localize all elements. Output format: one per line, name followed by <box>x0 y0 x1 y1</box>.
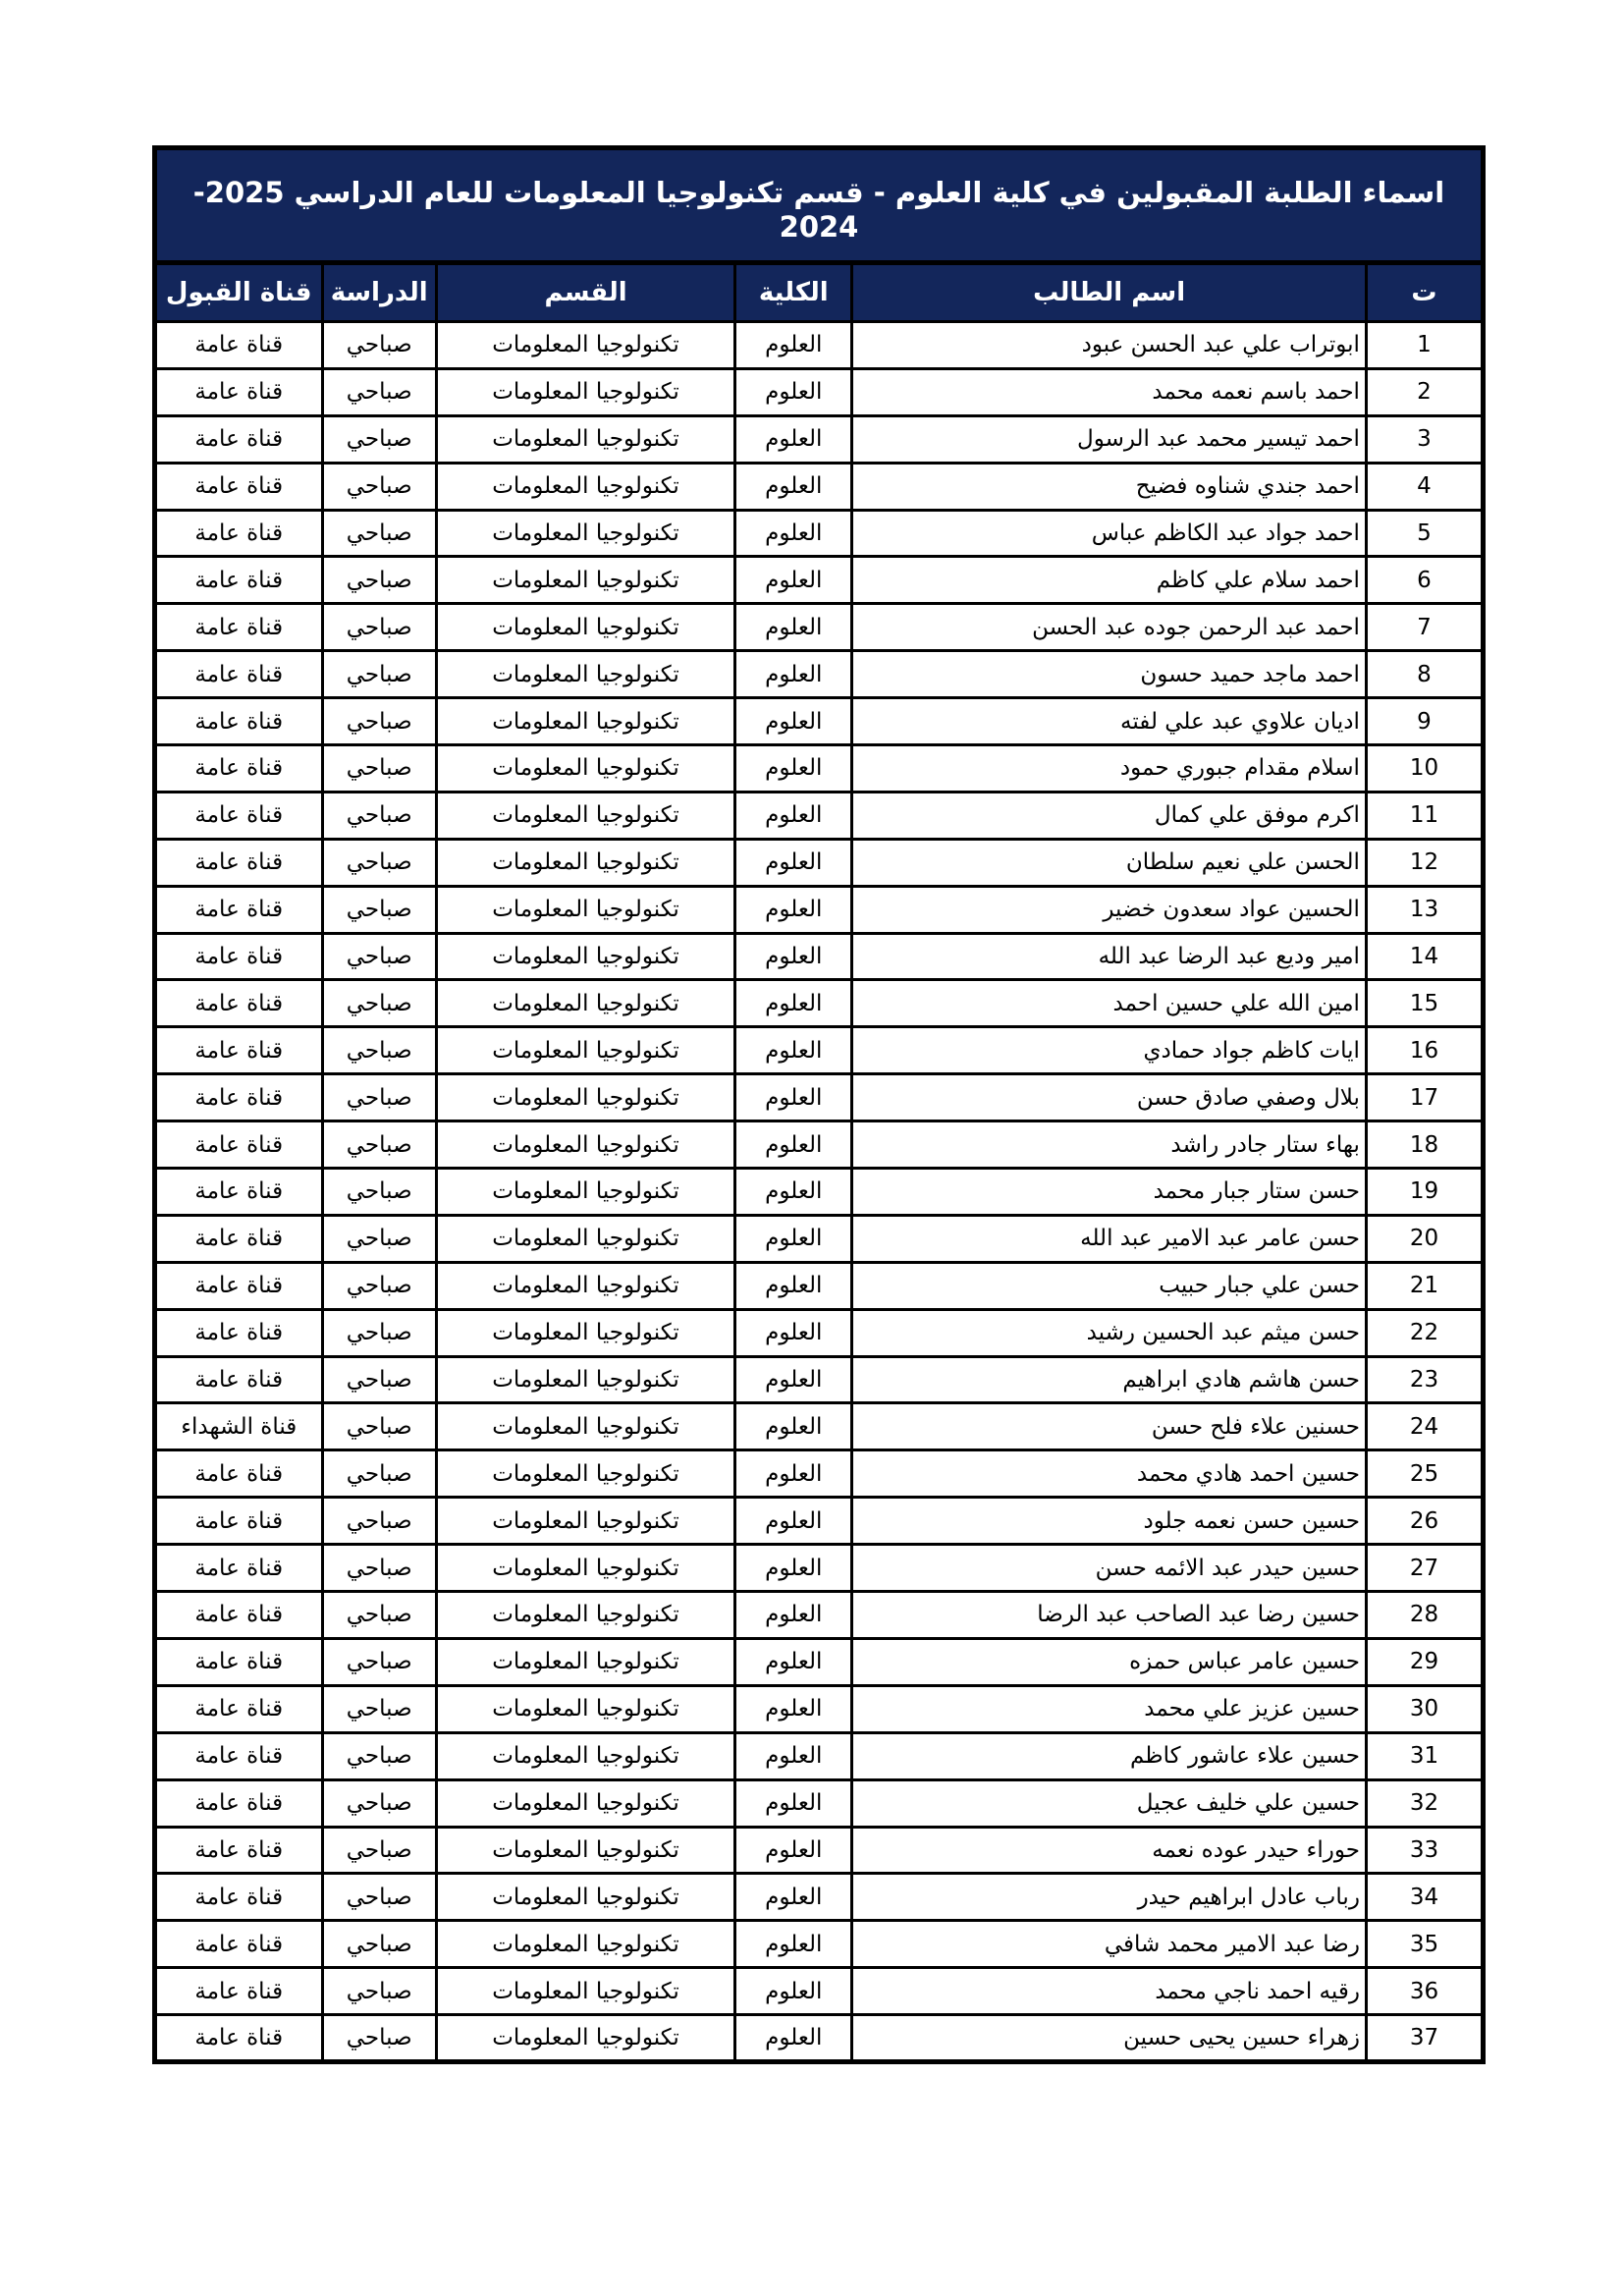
cell-dept: تكنولوجيا المعلومات <box>436 1921 734 1968</box>
cell-name: احمد باسم نعمه محمد <box>852 368 1367 415</box>
cell-college: العلوم <box>735 322 852 369</box>
cell-dept: تكنولوجيا المعلومات <box>436 1498 734 1545</box>
cell-no: 5 <box>1366 510 1483 557</box>
cell-study: صباحي <box>322 1638 436 1685</box>
cell-study: صباحي <box>322 2015 436 2062</box>
cell-dept: تكنولوجيا المعلومات <box>436 463 734 510</box>
table-row <box>155 1685 1484 1732</box>
header-row <box>155 263 1484 322</box>
table-row <box>155 698 1484 745</box>
cell-dept: تكنولوجيا المعلومات <box>436 2015 734 2062</box>
cell-dept: تكنولوجيا المعلومات <box>436 651 734 698</box>
cell-no: 26 <box>1366 1498 1483 1545</box>
cell-study: صباحي <box>322 651 436 698</box>
cell-name: احمد عبد الرحمن جوده عبد الحسن <box>852 604 1367 651</box>
cell-channel: قناة عامة <box>155 1592 323 1639</box>
cell-channel: قناة عامة <box>155 980 323 1027</box>
cell-dept: تكنولوجيا المعلومات <box>436 1732 734 1779</box>
cell-name: بهاء ستار جادر راشد <box>852 1121 1367 1169</box>
table-row <box>155 1027 1484 1074</box>
cell-channel: قناة عامة <box>155 322 323 369</box>
cell-no: 22 <box>1366 1309 1483 1356</box>
cell-name: ابوتراب علي عبد الحسن عبود <box>852 322 1367 369</box>
students-table-body <box>155 322 1484 2062</box>
cell-college: العلوم <box>735 1027 852 1074</box>
table-row <box>155 1309 1484 1356</box>
cell-name: حسين حسن نعمه جلود <box>852 1498 1367 1545</box>
cell-name: حسنين علاء فلح حسن <box>852 1403 1367 1450</box>
cell-channel: قناة عامة <box>155 1027 323 1074</box>
cell-college: العلوم <box>735 792 852 839</box>
cell-no: 3 <box>1366 415 1483 463</box>
table-row <box>155 651 1484 698</box>
cell-college: العلوم <box>735 1074 852 1121</box>
cell-name: زهراء حسين يحيى حسين <box>852 2015 1367 2062</box>
cell-dept: تكنولوجيا المعلومات <box>436 1309 734 1356</box>
table-row <box>155 839 1484 886</box>
cell-name: حسين حيدر عبد الائمه حسن <box>852 1545 1367 1592</box>
cell-study: صباحي <box>322 322 436 369</box>
cell-dept: تكنولوجيا المعلومات <box>436 1262 734 1309</box>
cell-name: حسن ستار جبار محمد <box>852 1169 1367 1216</box>
cell-dept: تكنولوجيا المعلومات <box>436 698 734 745</box>
table-row <box>155 510 1484 557</box>
cell-study: صباحي <box>322 839 436 886</box>
column-header-channel: قناة القبول <box>155 263 323 322</box>
cell-name: اكرم موفق علي كمال <box>852 792 1367 839</box>
cell-dept: تكنولوجيا المعلومات <box>436 368 734 415</box>
cell-study: صباحي <box>322 1921 436 1968</box>
cell-no: 33 <box>1366 1827 1483 1874</box>
cell-name: امين الله علي حسين احمد <box>852 980 1367 1027</box>
table-row <box>155 463 1484 510</box>
cell-channel: قناة عامة <box>155 2015 323 2062</box>
cell-college: العلوم <box>735 1356 852 1403</box>
table-row <box>155 1545 1484 1592</box>
cell-name: رقيه احمد ناجي محمد <box>852 1968 1367 2015</box>
cell-study: صباحي <box>322 1262 436 1309</box>
cell-channel: قناة عامة <box>155 745 323 793</box>
cell-name: حسين علاء عاشور كاظم <box>852 1732 1367 1779</box>
table-row <box>155 1779 1484 1827</box>
cell-college: العلوم <box>735 651 852 698</box>
cell-channel: قناة عامة <box>155 1262 323 1309</box>
cell-no: 7 <box>1366 604 1483 651</box>
cell-dept: تكنولوجيا المعلومات <box>436 1874 734 1921</box>
cell-name: رباب عادل ابراهيم حيدر <box>852 1874 1367 1921</box>
table-row <box>155 1592 1484 1639</box>
cell-name: احمد جواد عبد الكاظم عباس <box>852 510 1367 557</box>
table-row <box>155 2015 1484 2062</box>
cell-study: صباحي <box>322 1498 436 1545</box>
cell-no: 1 <box>1366 322 1483 369</box>
cell-channel: قناة عامة <box>155 1074 323 1121</box>
table-row <box>155 1074 1484 1121</box>
cell-name: احمد ماجد حميد حسون <box>852 651 1367 698</box>
table-row <box>155 557 1484 604</box>
cell-study: صباحي <box>322 1356 436 1403</box>
cell-study: صباحي <box>322 1450 436 1498</box>
cell-dept: تكنولوجيا المعلومات <box>436 1779 734 1827</box>
cell-no: 34 <box>1366 1874 1483 1921</box>
cell-no: 8 <box>1366 651 1483 698</box>
cell-college: العلوم <box>735 1403 852 1450</box>
cell-name: حسن هاشم هادي ابراهيم <box>852 1356 1367 1403</box>
column-header-college: الكلية <box>735 263 852 322</box>
cell-study: صباحي <box>322 1545 436 1592</box>
table-row <box>155 415 1484 463</box>
table-row <box>155 368 1484 415</box>
cell-study: صباحي <box>322 1732 436 1779</box>
page-title: اسماء الطلبة المقبولين في كلية العلوم - قسم تكنولوجيا المعلومات للعام الدراسي 2025-2024 <box>152 145 1486 260</box>
cell-name: حسن علي جبار حبيب <box>852 1262 1367 1309</box>
cell-college: العلوم <box>735 1685 852 1732</box>
cell-no: 21 <box>1366 1262 1483 1309</box>
cell-no: 6 <box>1366 557 1483 604</box>
cell-study: صباحي <box>322 415 436 463</box>
column-header-study: الدراسة <box>322 263 436 322</box>
cell-dept: تكنولوجيا المعلومات <box>436 933 734 980</box>
table-row <box>155 1638 1484 1685</box>
cell-dept: تكنولوجيا المعلومات <box>436 1968 734 2015</box>
table-row <box>155 1121 1484 1169</box>
cell-dept: تكنولوجيا المعلومات <box>436 1403 734 1450</box>
cell-channel: قناة عامة <box>155 1356 323 1403</box>
cell-no: 14 <box>1366 933 1483 980</box>
cell-channel: قناة عامة <box>155 1309 323 1356</box>
cell-name: حسين رضا عبد الصاحب عبد الرضا <box>852 1592 1367 1639</box>
table-row <box>155 604 1484 651</box>
cell-no: 23 <box>1366 1356 1483 1403</box>
cell-no: 18 <box>1366 1121 1483 1169</box>
cell-channel: قناة عامة <box>155 698 323 745</box>
cell-channel: قناة الشهداء <box>155 1403 323 1450</box>
cell-study: صباحي <box>322 510 436 557</box>
cell-channel: قناة عامة <box>155 368 323 415</box>
cell-college: العلوم <box>735 1592 852 1639</box>
cell-channel: قناة عامة <box>155 1921 323 1968</box>
cell-channel: قناة عامة <box>155 1638 323 1685</box>
cell-channel: قناة عامة <box>155 415 323 463</box>
cell-no: 27 <box>1366 1545 1483 1592</box>
table-row <box>155 1968 1484 2015</box>
cell-channel: قناة عامة <box>155 1215 323 1262</box>
cell-channel: قناة عامة <box>155 463 323 510</box>
cell-channel: قناة عامة <box>155 1827 323 1874</box>
cell-dept: تكنولوجيا المعلومات <box>436 1827 734 1874</box>
cell-college: العلوم <box>735 1262 852 1309</box>
cell-channel: قناة عامة <box>155 886 323 933</box>
cell-channel: قناة عامة <box>155 1169 323 1216</box>
cell-channel: قناة عامة <box>155 651 323 698</box>
cell-study: صباحي <box>322 1874 436 1921</box>
cell-dept: تكنولوجيا المعلومات <box>436 1169 734 1216</box>
cell-no: 28 <box>1366 1592 1483 1639</box>
cell-college: العلوم <box>735 698 852 745</box>
cell-name: حسن عامر عبد الامير عبد الله <box>852 1215 1367 1262</box>
cell-no: 2 <box>1366 368 1483 415</box>
cell-dept: تكنولوجيا المعلومات <box>436 604 734 651</box>
cell-name: حوراء حيدر عوده نعمه <box>852 1827 1367 1874</box>
cell-college: العلوم <box>735 1638 852 1685</box>
cell-channel: قناة عامة <box>155 792 323 839</box>
cell-study: صباحي <box>322 933 436 980</box>
cell-dept: تكنولوجيا المعلومات <box>436 510 734 557</box>
cell-name: حسن ميثم عبد الحسين رشيد <box>852 1309 1367 1356</box>
table-row <box>155 933 1484 980</box>
cell-study: صباحي <box>322 1592 436 1639</box>
cell-no: 12 <box>1366 839 1483 886</box>
table-row <box>155 1921 1484 1968</box>
cell-study: صباحي <box>322 1968 436 2015</box>
cell-name: ايات كاظم جواد حمادي <box>852 1027 1367 1074</box>
cell-name: اديان علاوي عبد علي لفته <box>852 698 1367 745</box>
table-row <box>155 1215 1484 1262</box>
cell-study: صباحي <box>322 1169 436 1216</box>
cell-name: حسين عزيز علي محمد <box>852 1685 1367 1732</box>
cell-name: حسين عامر عباس حمزه <box>852 1638 1367 1685</box>
column-header-number: ت <box>1366 263 1483 322</box>
cell-college: العلوم <box>735 1732 852 1779</box>
cell-no: 9 <box>1366 698 1483 745</box>
cell-name: بلال وصفي صادق حسن <box>852 1074 1367 1121</box>
cell-study: صباحي <box>322 698 436 745</box>
cell-dept: تكنولوجيا المعلومات <box>436 415 734 463</box>
cell-college: العلوم <box>735 415 852 463</box>
cell-study: صباحي <box>322 1027 436 1074</box>
cell-no: 20 <box>1366 1215 1483 1262</box>
cell-dept: تكنولوجيا المعلومات <box>436 1215 734 1262</box>
cell-study: صباحي <box>322 792 436 839</box>
cell-no: 13 <box>1366 886 1483 933</box>
cell-study: صباحي <box>322 1827 436 1874</box>
table-row <box>155 1169 1484 1216</box>
cell-college: العلوم <box>735 1215 852 1262</box>
cell-name: حسين علي خليف عجيل <box>852 1779 1367 1827</box>
cell-college: العلوم <box>735 1309 852 1356</box>
cell-no: 36 <box>1366 1968 1483 2015</box>
cell-no: 30 <box>1366 1685 1483 1732</box>
table-row <box>155 1874 1484 1921</box>
table-row <box>155 1356 1484 1403</box>
cell-channel: قناة عامة <box>155 1498 323 1545</box>
cell-study: صباحي <box>322 604 436 651</box>
cell-channel: قناة عامة <box>155 1732 323 1779</box>
cell-college: العلوم <box>735 368 852 415</box>
cell-dept: تكنولوجيا المعلومات <box>436 1638 734 1685</box>
cell-name: احمد تيسير محمد عبد الرسول <box>852 415 1367 463</box>
cell-study: صباحي <box>322 980 436 1027</box>
cell-dept: تكنولوجيا المعلومات <box>436 1592 734 1639</box>
cell-name: رضا عبد الامير محمد شافي <box>852 1921 1367 1968</box>
cell-dept: تكنولوجيا المعلومات <box>436 1450 734 1498</box>
table-row <box>155 1450 1484 1498</box>
cell-channel: قناة عامة <box>155 1779 323 1827</box>
cell-college: العلوم <box>735 980 852 1027</box>
cell-study: صباحي <box>322 1685 436 1732</box>
cell-channel: قناة عامة <box>155 1121 323 1169</box>
cell-no: 16 <box>1366 1027 1483 1074</box>
cell-dept: تكنولوجيا المعلومات <box>436 1121 734 1169</box>
cell-study: صباحي <box>322 886 436 933</box>
cell-no: 4 <box>1366 463 1483 510</box>
cell-dept: تكنولوجيا المعلومات <box>436 886 734 933</box>
cell-no: 10 <box>1366 745 1483 793</box>
cell-no: 29 <box>1366 1638 1483 1685</box>
table-row <box>155 1827 1484 1874</box>
table-row <box>155 745 1484 793</box>
cell-college: العلوم <box>735 2015 852 2062</box>
cell-no: 32 <box>1366 1779 1483 1827</box>
cell-college: العلوم <box>735 1779 852 1827</box>
cell-dept: تكنولوجيا المعلومات <box>436 980 734 1027</box>
cell-no: 19 <box>1366 1169 1483 1216</box>
cell-college: العلوم <box>735 463 852 510</box>
cell-college: العلوم <box>735 1545 852 1592</box>
cell-college: العلوم <box>735 745 852 793</box>
cell-name: الحسن علي نعيم سلطان <box>852 839 1367 886</box>
cell-college: العلوم <box>735 510 852 557</box>
cell-college: العلوم <box>735 1827 852 1874</box>
cell-name: الحسين عواد سعدون خضير <box>852 886 1367 933</box>
cell-study: صباحي <box>322 1074 436 1121</box>
cell-study: صباحي <box>322 745 436 793</box>
cell-dept: تكنولوجيا المعلومات <box>436 322 734 369</box>
cell-study: صباحي <box>322 1403 436 1450</box>
cell-college: العلوم <box>735 886 852 933</box>
column-header-dept: القسم <box>436 263 734 322</box>
cell-college: العلوم <box>735 1498 852 1545</box>
table-row <box>155 886 1484 933</box>
table-row <box>155 1498 1484 1545</box>
cell-study: صباحي <box>322 1121 436 1169</box>
table-row <box>155 1262 1484 1309</box>
cell-college: العلوم <box>735 1121 852 1169</box>
cell-study: صباحي <box>322 463 436 510</box>
cell-dept: تكنولوجيا المعلومات <box>436 792 734 839</box>
cell-channel: قناة عامة <box>155 1968 323 2015</box>
cell-college: العلوم <box>735 1921 852 1968</box>
cell-college: العلوم <box>735 604 852 651</box>
students-table <box>152 260 1486 2064</box>
cell-no: 37 <box>1366 2015 1483 2062</box>
table-row <box>155 1403 1484 1450</box>
cell-name: اسلام مقدام جبوري حمود <box>852 745 1367 793</box>
cell-channel: قناة عامة <box>155 839 323 886</box>
cell-dept: تكنولوجيا المعلومات <box>436 1074 734 1121</box>
cell-no: 15 <box>1366 980 1483 1027</box>
cell-college: العلوم <box>735 839 852 886</box>
cell-channel: قناة عامة <box>155 933 323 980</box>
table-row <box>155 792 1484 839</box>
cell-college: العلوم <box>735 1968 852 2015</box>
cell-study: صباحي <box>322 557 436 604</box>
cell-no: 11 <box>1366 792 1483 839</box>
cell-channel: قناة عامة <box>155 604 323 651</box>
cell-no: 24 <box>1366 1403 1483 1450</box>
table-row <box>155 1732 1484 1779</box>
cell-name: احمد جندي شناوه فضيح <box>852 463 1367 510</box>
cell-dept: تكنولوجيا المعلومات <box>436 1545 734 1592</box>
cell-no: 35 <box>1366 1921 1483 1968</box>
cell-college: العلوم <box>735 1874 852 1921</box>
cell-dept: تكنولوجيا المعلومات <box>436 839 734 886</box>
cell-college: العلوم <box>735 1450 852 1498</box>
cell-dept: تكنولوجيا المعلومات <box>436 1356 734 1403</box>
cell-study: صباحي <box>322 1309 436 1356</box>
cell-channel: قناة عامة <box>155 557 323 604</box>
cell-no: 31 <box>1366 1732 1483 1779</box>
cell-channel: قناة عامة <box>155 1685 323 1732</box>
cell-college: العلوم <box>735 933 852 980</box>
cell-study: صباحي <box>322 1779 436 1827</box>
column-header-name: اسم الطالب <box>852 263 1367 322</box>
cell-no: 17 <box>1366 1074 1483 1121</box>
cell-name: امير وديع عبد الرضا عبد الله <box>852 933 1367 980</box>
cell-dept: تكنولوجيا المعلومات <box>436 1685 734 1732</box>
cell-name: احمد سلام علي كاظم <box>852 557 1367 604</box>
cell-channel: قناة عامة <box>155 1450 323 1498</box>
table-row <box>155 322 1484 369</box>
students-sheet <box>152 145 1486 2064</box>
cell-channel: قناة عامة <box>155 1874 323 1921</box>
cell-channel: قناة عامة <box>155 1545 323 1592</box>
cell-study: صباحي <box>322 1215 436 1262</box>
table-row <box>155 980 1484 1027</box>
cell-channel: قناة عامة <box>155 510 323 557</box>
cell-no: 25 <box>1366 1450 1483 1498</box>
cell-college: العلوم <box>735 557 852 604</box>
cell-dept: تكنولوجيا المعلومات <box>436 1027 734 1074</box>
cell-college: العلوم <box>735 1169 852 1216</box>
cell-name: حسين احمد هادي محمد <box>852 1450 1367 1498</box>
cell-dept: تكنولوجيا المعلومات <box>436 557 734 604</box>
cell-dept: تكنولوجيا المعلومات <box>436 745 734 793</box>
cell-study: صباحي <box>322 368 436 415</box>
